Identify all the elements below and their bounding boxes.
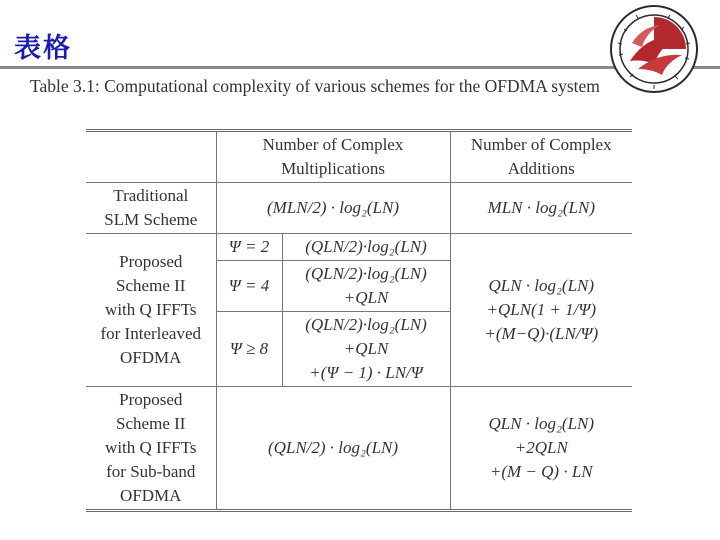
traditional-additions: MLN · log₂(LN) (450, 183, 632, 234)
interleaved-mult-psi2: (QLN/2)·log₂(LN) (282, 234, 450, 261)
row-label-interleaved: Proposed Scheme II with Q IFFTs for Interleaved OFDMA (86, 234, 216, 387)
interleaved-additions: QLN · log₂(LN) +QLN(1 + 1/Ψ) +(M−Q)·(LN/Ψ) (450, 234, 632, 387)
slide-title: 表格 (14, 33, 72, 64)
psi-case-4: Ψ = 4 (216, 261, 282, 312)
subband-multiplications: (QLN/2) · log₂(LN) (216, 387, 450, 511)
subband-additions: QLN · log₂(LN) +2QLN +(M − Q) · LN (450, 387, 632, 511)
header-additions: Number of Complex Additions (450, 131, 632, 183)
header-multiplications: Number of Complex Multiplications (216, 131, 450, 183)
table-row-subband (86, 387, 632, 511)
psi-case-8: Ψ ≥ 8 (216, 312, 282, 387)
traditional-multiplications: (MLN/2) · log₂(LN) (216, 183, 450, 234)
table-row-traditional (86, 183, 632, 234)
interleaved-mult-psi8: (QLN/2)·log₂(LN) +QLN +(Ψ − 1) · LN/Ψ (282, 312, 450, 387)
header-blank-cell (86, 131, 216, 183)
table-row-interleaved-psi2 (86, 234, 632, 261)
row-label-subband: Proposed Scheme II with Q IFFTs for Sub-band OFDMA (86, 387, 216, 511)
row-label-traditional: Traditional SLM Scheme (86, 183, 216, 234)
complexity-table (86, 129, 632, 512)
interleaved-mult-psi4: (QLN/2)·log₂(LN) +QLN (282, 261, 450, 312)
table-caption: Table 3.1: Computational complexity of various schemes for the OFDMA system (30, 76, 600, 96)
psi-case-2: Ψ = 2 (216, 234, 282, 261)
table-header-row (86, 131, 632, 183)
